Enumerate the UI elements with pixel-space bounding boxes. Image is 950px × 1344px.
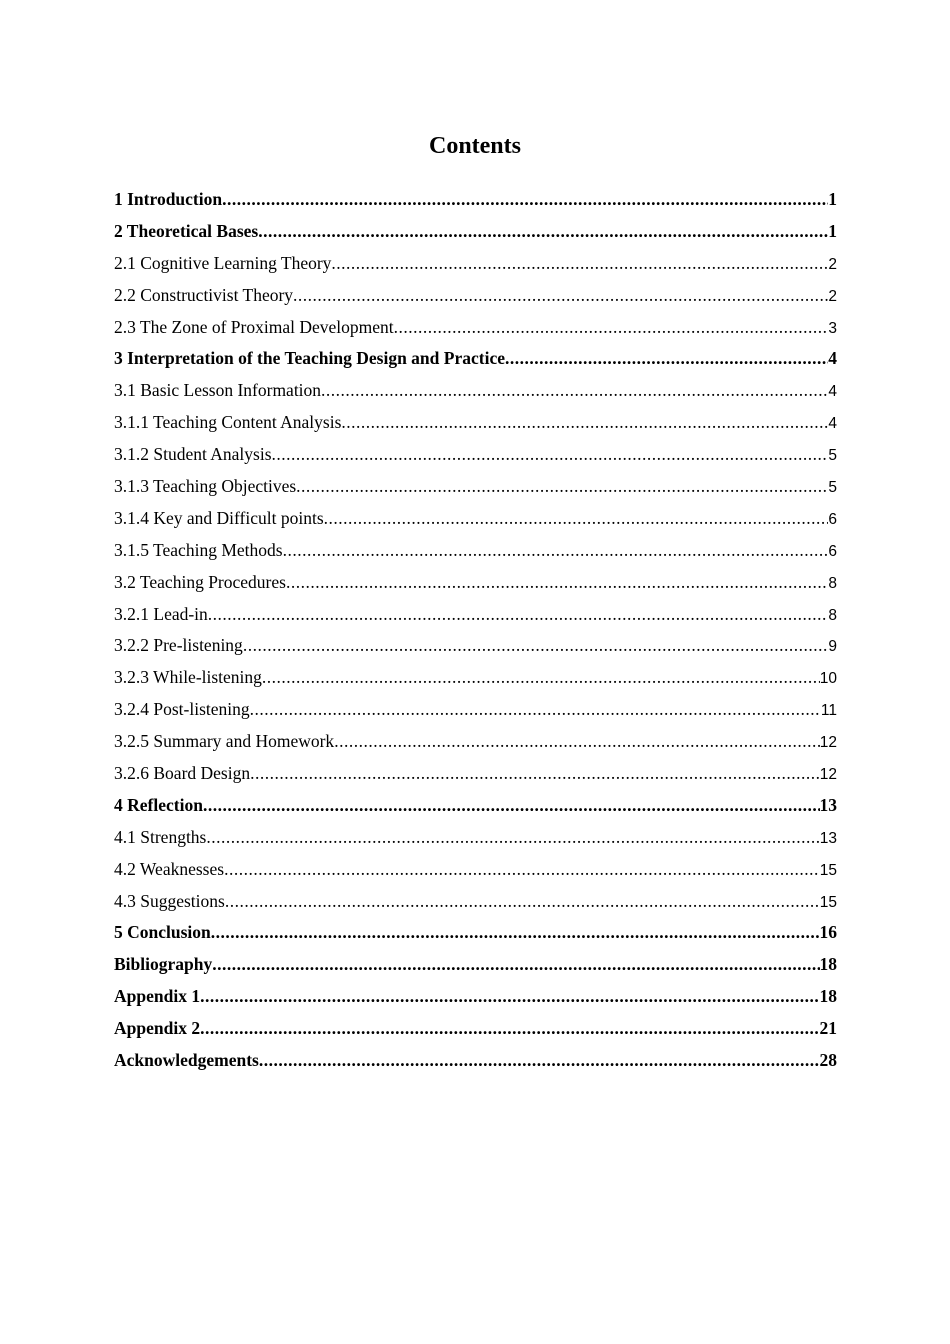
toc-entry-label: 4.2 Weaknesses bbox=[114, 858, 225, 879]
toc-entry[interactable] bbox=[114, 248, 837, 280]
toc-entry-page-number: 4 bbox=[828, 348, 837, 369]
dot-leader bbox=[262, 662, 820, 694]
dot-leader bbox=[324, 503, 829, 535]
toc-entry[interactable] bbox=[114, 981, 837, 1013]
toc-entry-page-number: 13 bbox=[819, 794, 837, 815]
dot-leader bbox=[211, 917, 820, 949]
toc-entry-label: 2 Theoretical Bases bbox=[114, 220, 259, 241]
dot-leader bbox=[394, 312, 829, 344]
toc-entry-page-number: 18 bbox=[819, 986, 837, 1007]
toc-entry[interactable] bbox=[114, 439, 837, 471]
dot-leader bbox=[208, 599, 829, 631]
dot-leader bbox=[206, 822, 819, 854]
table-of-contents bbox=[114, 184, 837, 1077]
toc-entry-label: 5 Conclusion bbox=[114, 922, 211, 943]
toc-entry-page-number: 9 bbox=[828, 638, 837, 656]
toc-entry[interactable] bbox=[114, 407, 837, 439]
dot-leader bbox=[321, 375, 828, 407]
toc-entry-label: Bibliography bbox=[114, 954, 213, 975]
toc-entry-label: 3 Interpretation of the Teaching Design and Practice bbox=[114, 348, 505, 369]
toc-entry-page-number: 5 bbox=[828, 479, 837, 497]
toc-entry-page-number: 3 bbox=[828, 319, 837, 337]
toc-entry[interactable] bbox=[114, 471, 837, 503]
toc-entry-page-number: 2 bbox=[828, 287, 837, 305]
dot-leader bbox=[283, 535, 829, 567]
toc-entry-page-number: 4 bbox=[828, 383, 837, 401]
dot-leader bbox=[200, 981, 819, 1013]
toc-entry-label: 3.2.6 Board Design bbox=[114, 763, 251, 784]
toc-entry[interactable] bbox=[114, 694, 837, 726]
dot-leader bbox=[272, 439, 829, 471]
toc-entry[interactable] bbox=[114, 630, 837, 662]
toc-entry-page-number: 16 bbox=[819, 922, 837, 943]
toc-entry[interactable] bbox=[114, 216, 837, 248]
toc-entry-page-number: 12 bbox=[819, 766, 837, 784]
toc-entry[interactable] bbox=[114, 949, 837, 981]
toc-entry[interactable] bbox=[114, 599, 837, 631]
toc-entry-page-number: 1 bbox=[828, 220, 837, 241]
dot-leader bbox=[331, 248, 828, 280]
dot-leader bbox=[505, 343, 828, 375]
dot-leader bbox=[243, 630, 829, 662]
toc-entry-label: 4.3 Suggestions bbox=[114, 890, 225, 911]
toc-entry[interactable] bbox=[114, 343, 837, 375]
toc-entry-page-number: 28 bbox=[819, 1050, 837, 1071]
toc-entry-page-number: 4 bbox=[828, 415, 837, 433]
toc-entry-label: 3.2.2 Pre-listening bbox=[114, 635, 243, 656]
toc-entry[interactable] bbox=[114, 312, 837, 344]
toc-entry[interactable] bbox=[114, 503, 837, 535]
toc-entry-page-number: 15 bbox=[819, 861, 837, 879]
toc-entry[interactable] bbox=[114, 662, 837, 694]
dot-leader bbox=[296, 471, 828, 503]
toc-entry-page-number: 15 bbox=[819, 893, 837, 911]
dot-leader bbox=[200, 1013, 819, 1045]
dot-leader bbox=[224, 854, 820, 886]
dot-leader bbox=[286, 567, 828, 599]
toc-entry-label: 3.2.1 Lead-in bbox=[114, 603, 208, 624]
toc-entry-page-number: 5 bbox=[828, 447, 837, 465]
dot-leader bbox=[203, 790, 820, 822]
page-title: Contents bbox=[428, 133, 521, 160]
toc-entry-label: 3.2 Teaching Procedures bbox=[114, 571, 286, 592]
toc-entry-label: 3.1.1 Teaching Content Analysis bbox=[114, 412, 342, 433]
toc-entry[interactable] bbox=[114, 1013, 837, 1045]
toc-entry-page-number: 10 bbox=[819, 670, 837, 688]
toc-entry-label: 3.2.5 Summary and Homework bbox=[114, 731, 335, 752]
toc-entry[interactable] bbox=[114, 822, 837, 854]
toc-entry-label: 3.2.4 Post-listening bbox=[114, 699, 250, 720]
toc-entry-label: Appendix 2 bbox=[114, 1018, 201, 1039]
toc-entry-label: 3.1.3 Teaching Objectives bbox=[114, 476, 297, 497]
dot-leader bbox=[212, 949, 819, 981]
toc-entry-label: 2.2 Constructivist Theory bbox=[114, 284, 294, 305]
toc-entry[interactable] bbox=[114, 886, 837, 918]
toc-entry-page-number: 18 bbox=[819, 954, 837, 975]
toc-entry-page-number: 8 bbox=[828, 574, 837, 592]
toc-entry[interactable] bbox=[114, 854, 837, 886]
toc-entry[interactable] bbox=[114, 917, 837, 949]
toc-entry-page-number: 12 bbox=[819, 734, 837, 752]
toc-entry[interactable] bbox=[114, 280, 837, 312]
dot-leader bbox=[250, 758, 820, 790]
toc-entry-page-number: 11 bbox=[820, 702, 837, 720]
toc-entry[interactable] bbox=[114, 1045, 837, 1077]
toc-entry-label: Appendix 1 bbox=[114, 986, 201, 1007]
toc-entry-label: 2.1 Cognitive Learning Theory bbox=[114, 252, 332, 273]
toc-entry[interactable] bbox=[114, 184, 837, 216]
toc-entry-page-number: 6 bbox=[828, 542, 837, 560]
toc-entry-label: 4 Reflection bbox=[114, 794, 203, 815]
dot-leader bbox=[250, 694, 821, 726]
toc-entry-label: Acknowledgements bbox=[114, 1050, 259, 1071]
dot-leader bbox=[259, 1045, 820, 1077]
dot-leader bbox=[293, 280, 828, 312]
dot-leader bbox=[258, 216, 828, 248]
dot-leader bbox=[341, 407, 828, 439]
toc-entry-label: 1 Introduction bbox=[114, 189, 223, 209]
toc-entry-label: 3.1.5 Teaching Methods bbox=[114, 539, 283, 560]
dot-leader bbox=[334, 726, 820, 758]
toc-entry[interactable] bbox=[114, 535, 837, 567]
toc-entry-label: 3.1.4 Key and Difficult points bbox=[114, 507, 324, 528]
toc-entry[interactable] bbox=[114, 567, 837, 599]
toc-entry-page-number: 21 bbox=[819, 1018, 837, 1039]
toc-entry-label: 3.1.2 Student Analysis bbox=[114, 444, 272, 465]
toc-entry-page-number: 2 bbox=[828, 255, 837, 273]
toc-entry-page-number: 8 bbox=[828, 606, 837, 624]
toc-entry-label: 2.3 The Zone of Proximal Development bbox=[114, 316, 394, 337]
toc-entry-page-number: 1 bbox=[828, 189, 837, 209]
toc-entry-label: 3.2.3 While-listening bbox=[114, 667, 262, 688]
toc-entry[interactable] bbox=[114, 790, 837, 822]
toc-entry[interactable] bbox=[114, 375, 837, 407]
dot-leader bbox=[222, 184, 828, 216]
toc-entry-label: 3.1 Basic Lesson Information bbox=[114, 380, 322, 401]
toc-entry[interactable] bbox=[114, 758, 837, 790]
toc-entry[interactable] bbox=[114, 726, 837, 758]
toc-entry-page-number: 13 bbox=[819, 829, 837, 847]
dot-leader bbox=[225, 886, 820, 918]
toc-entry-label: 4.1 Strengths bbox=[114, 826, 207, 847]
toc-entry-page-number: 6 bbox=[828, 510, 837, 528]
